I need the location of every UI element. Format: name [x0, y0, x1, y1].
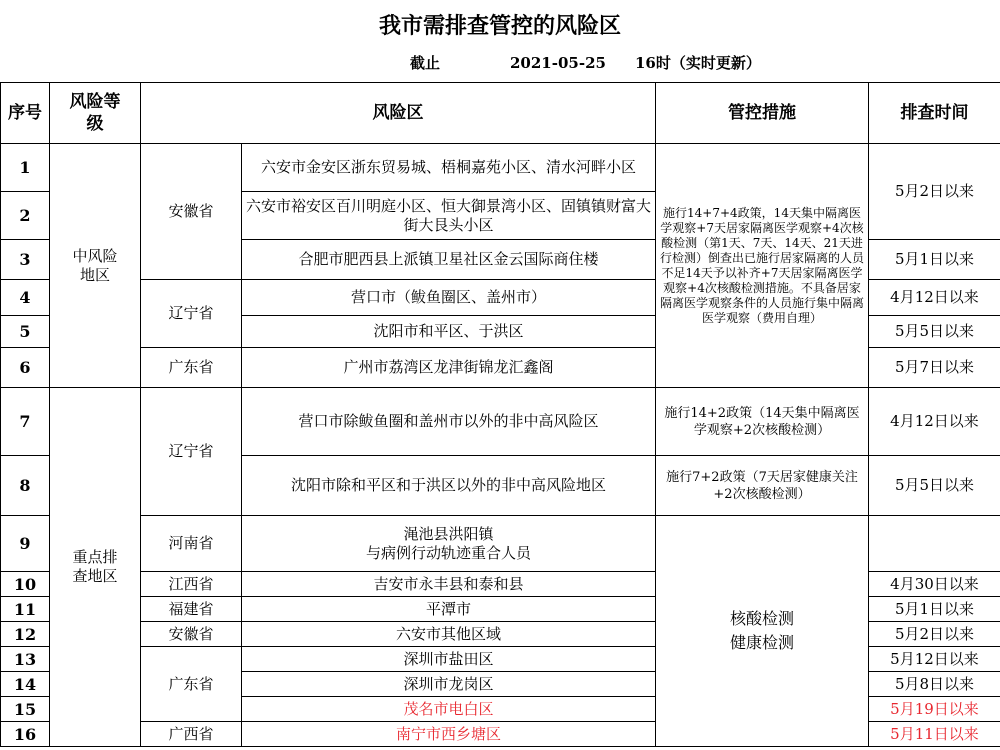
risk-level-mid: 中风险地区 — [50, 144, 141, 388]
row-number: 6 — [1, 348, 50, 388]
measure-check-2: 健康检测 — [729, 633, 794, 652]
measure-cell-r8: 施行7+2政策（7天居家健康关注+2次核酸检测） — [656, 456, 869, 516]
row-number: 3 — [1, 240, 50, 280]
row-number: 14 — [1, 672, 50, 697]
area-cell: 六安市其他区域 — [242, 622, 656, 647]
measure-cell-check — [656, 516, 869, 747]
area-cell: 深圳市盐田区 — [242, 647, 656, 672]
area-cell: 营口市除鲅鱼圈和盖州市以外的非中高风险区 — [242, 388, 656, 456]
time-cell: 5月7日以来 — [869, 348, 1000, 388]
as-of-hour: 16时（实时更新） — [635, 54, 761, 72]
area-cell: 平潭市 — [242, 597, 656, 622]
row-number: 2 — [1, 192, 50, 240]
province-cell: 辽宁省 — [141, 280, 242, 348]
as-of-label: 截止 — [410, 54, 441, 72]
header-level: 风险等级 — [50, 83, 141, 144]
province-cell: 广东省 — [141, 348, 242, 388]
risk-area-table — [0, 82, 1000, 747]
time-cell: 5月5日以来 — [869, 316, 1000, 348]
province-cell: 河南省 — [141, 516, 242, 572]
table-row — [1, 516, 1000, 572]
province-cell: 安徽省 — [141, 622, 242, 647]
as-of-line — [0, 50, 1000, 76]
row-number: 10 — [1, 572, 50, 597]
area-cell: 六安市金安区浙东贸易城、梧桐嘉苑小区、清水河畔小区 — [242, 144, 656, 192]
area-cell: 深圳市龙岗区 — [242, 672, 656, 697]
area-cell: 合肥市肥西县上派镇卫星社区金云国际商住楼 — [242, 240, 656, 280]
area-cell-highlight: 南宁市西乡塘区 — [242, 722, 656, 747]
row-number: 15 — [1, 697, 50, 722]
header-row — [1, 83, 1000, 144]
area-cell: 广州市荔湾区龙津街锦龙汇鑫阁 — [242, 348, 656, 388]
row-number: 8 — [1, 456, 50, 516]
page-title: 我市需排查管控的风险区 — [378, 13, 621, 39]
province-cell: 江西省 — [141, 572, 242, 597]
row-number: 4 — [1, 280, 50, 316]
time-cell: 5月5日以来 — [869, 456, 1000, 516]
area-cell: 渑池县洪阳镇 与病例行动轨迹重合人员 — [242, 516, 656, 572]
area-cell-highlight: 茂名市电白区 — [242, 697, 656, 722]
risk-level-key: 重点排查地区 — [50, 388, 141, 747]
area-cell: 营口市（鲅鱼圈区、盖州市） — [242, 280, 656, 316]
row-number: 12 — [1, 622, 50, 647]
row-number: 5 — [1, 316, 50, 348]
time-cell: 4月30日以来 — [869, 572, 1000, 597]
row-number: 7 — [1, 388, 50, 456]
province-cell: 广东省 — [141, 647, 242, 722]
time-cell-highlight: 5月11日以来 — [869, 722, 1000, 747]
area-cell: 沈阳市除和平区和于洪区以外的非中高风险地区 — [242, 456, 656, 516]
header-measure: 管控措施 — [656, 83, 869, 144]
row-number: 11 — [1, 597, 50, 622]
time-cell: 5月1日以来 — [869, 597, 1000, 622]
area-cell: 沈阳市和平区、于洪区 — [242, 316, 656, 348]
area-cell: 六安市裕安区百川明庭小区、恒大御景湾小区、固镇镇财富大街大艮头小区 — [242, 192, 656, 240]
province-cell: 辽宁省 — [141, 388, 242, 516]
time-cell: 4月12日以来 — [869, 388, 1000, 456]
row-number: 1 — [1, 144, 50, 192]
row-number: 13 — [1, 647, 50, 672]
header-num: 序号 — [1, 83, 50, 144]
row-number: 9 — [1, 516, 50, 572]
time-cell: 5月8日以来 — [869, 672, 1000, 697]
time-cell: 5月1日以来 — [869, 240, 1000, 280]
time-cell: 5月2日以来 — [869, 622, 1000, 647]
time-cell: 4月12日以来 — [869, 280, 1000, 316]
as-of-date: 2021-05-25 — [510, 54, 606, 72]
header-area: 风险区 — [141, 83, 656, 144]
province-cell: 安徽省 — [141, 144, 242, 280]
header-time: 排查时间 — [869, 83, 1000, 144]
province-cell: 广西省 — [141, 722, 242, 747]
province-cell: 福建省 — [141, 597, 242, 622]
row-number: 16 — [1, 722, 50, 747]
table-row — [1, 388, 1000, 456]
area-cell: 吉安市永丰县和泰和县 — [242, 572, 656, 597]
measure-cell-r7: 施行14+2政策（14天集中隔离医学观察+2次核酸检测） — [656, 388, 869, 456]
time-cell-highlight: 5月19日以来 — [869, 697, 1000, 722]
measure-cell-mid: 施行14+7+4政策，14天集中隔离医学观察+7天居家隔离医学观察+4次核酸检测（第1天、7天、14天、21天进行检测）倒查出已施行居家隔离的人员不足14天予以补齐+7天居家隔离医学观察+4次核酸检测措施。不具备居家隔离医学观察条件的人员施行集中隔离医学观察（费用自理） — [656, 144, 869, 388]
time-cell: 5月2日以来 — [869, 144, 1000, 240]
time-cell — [869, 516, 1000, 572]
time-cell: 5月12日以来 — [869, 647, 1000, 672]
table-row — [1, 144, 1000, 192]
measure-check-1: 核酸检测 — [729, 609, 794, 628]
